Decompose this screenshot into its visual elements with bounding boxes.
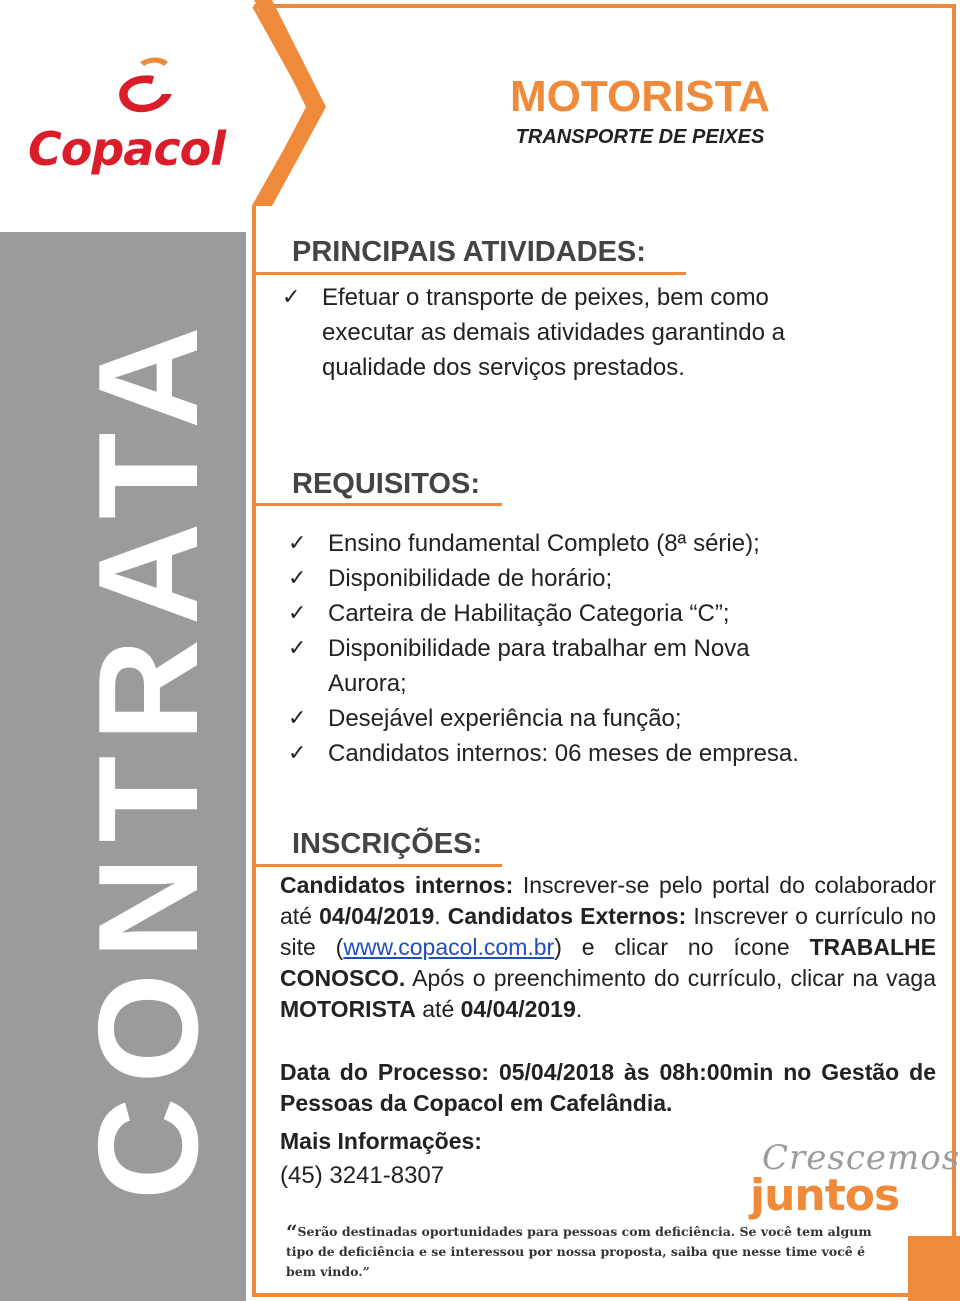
check-icon: ✓	[288, 601, 307, 626]
check-icon: ✓	[288, 531, 307, 556]
job-subtitle: TRANSPORTE DE PEIXES	[515, 126, 765, 148]
logo-wordmark: Copacol	[28, 122, 225, 176]
check-icon: ✓	[288, 706, 307, 731]
requisitos-list	[288, 526, 799, 771]
list-item: ✓ Carteira de Habilitação Categoria “C”;	[288, 596, 799, 631]
section-title-atividades: PRINCIPAIS ATIVIDADES:	[292, 236, 646, 268]
check-icon: ✓	[288, 636, 307, 661]
info-label: Mais Informações:	[280, 1128, 482, 1154]
list-item: ✓ Disponibilidade para trabalhar em Nova Aurora;	[288, 631, 799, 701]
job-title: MOTORISTA	[510, 72, 770, 121]
site-link[interactable]: www.copacol.com.br	[343, 934, 555, 960]
copacol-logo	[28, 54, 243, 184]
info-phone: (45) 3241-8307	[280, 1162, 445, 1189]
atividades-list	[282, 280, 785, 385]
list-item: ✓ Ensino fundamental Completo (8ª série);	[288, 526, 799, 561]
inscricoes-paragraph: Candidatos internos: Inscrever-se pelo portal do colaborador até 04/04/2019. Candidatos Externos: Inscrever o currículo no site (www.copacol.com.br) e clicar no ícone TRABALHE CONOSCO. Após o preenchimento do currículo, clicar na vaga MOTORISTA até 04/04/2019.	[280, 872, 936, 1022]
list-item: ✓ Efetuar o transporte de peixes, bem como executar as demais atividades garantindo a qualidade dos serviços prestados.	[282, 280, 785, 385]
logo-swoosh-icon	[106, 54, 186, 124]
section-underline-inscricoes	[256, 864, 502, 867]
check-icon: ✓	[288, 566, 307, 591]
section-title-inscricoes: INSCRIÇÕES:	[292, 828, 483, 860]
list-item: ✓ Candidatos internos: 06 meses de empresa.	[288, 736, 799, 771]
check-icon: ✓	[288, 741, 307, 766]
section-underline-atividades	[256, 272, 686, 275]
list-item: ✓ Disponibilidade de horário;	[288, 561, 799, 596]
processo-paragraph: Data do Processo: 05/04/2018 às 08h:00min no Gestão de Pessoas da Copacol em Cafelândia.	[280, 1059, 936, 1116]
list-item: ✓ Desejável experiência na função;	[288, 701, 799, 736]
footer-note: “Serão destinadas oportunidades para pessoas com deficiência. Se você tem algum tipo de deficiência e se interessou por nossa proposta, saiba que nesse time você é bem vindo.”	[286, 1220, 872, 1279]
section-title-requisitos: REQUISITOS:	[292, 468, 480, 500]
slogan-script: Crescemos	[762, 1138, 960, 1178]
check-icon: ✓	[282, 285, 301, 310]
slogan	[740, 1132, 960, 1222]
section-underline-requisitos	[256, 503, 502, 506]
slogan-bold: juntos	[750, 1170, 900, 1221]
contrata-vertical-title: CONTRATA	[69, 312, 228, 1200]
